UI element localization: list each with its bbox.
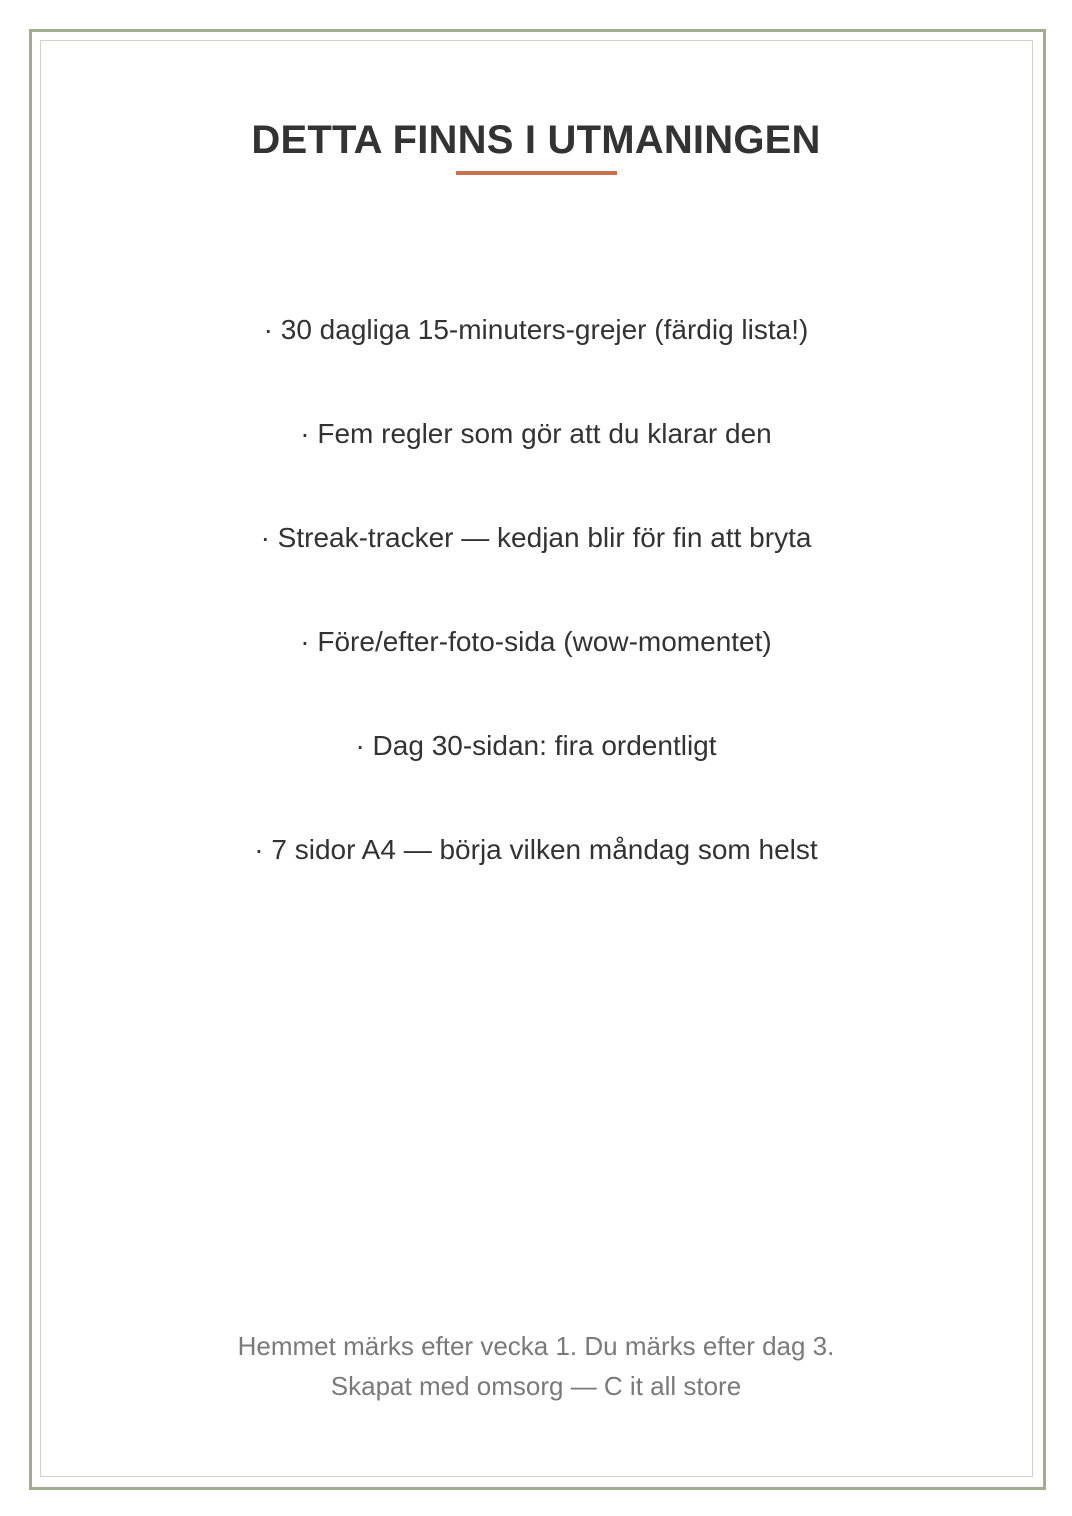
feature-list	[0, 310, 1072, 934]
feature-item-day-30-page: · Dag 30-sidan: fira ordentligt	[355, 730, 717, 761]
title-underline	[456, 171, 617, 175]
feature-item-page-count: · 7 sidor A4 — börja vilken måndag som helst	[254, 834, 818, 865]
feature-item-streak-tracker: · Streak-tracker — kedjan blir för fin att bryta	[260, 522, 812, 553]
page-title: DETTA FINNS I UTMANINGEN	[251, 118, 821, 162]
feature-item-rules: · Fem regler som gör att du klarar den	[300, 418, 772, 449]
footer-tagline: Hemmet märks efter vecka 1. Du märks efter dag 3.	[237, 1331, 835, 1361]
feature-item-daily-tasks: · 30 dagliga 15-minuters-grejer (färdig lista!)	[263, 314, 809, 345]
footer-credit: Skapat med omsorg — C it all store	[330, 1371, 742, 1401]
feature-item-photo-page: · Före/efter-foto-sida (wow-momentet)	[300, 626, 772, 657]
